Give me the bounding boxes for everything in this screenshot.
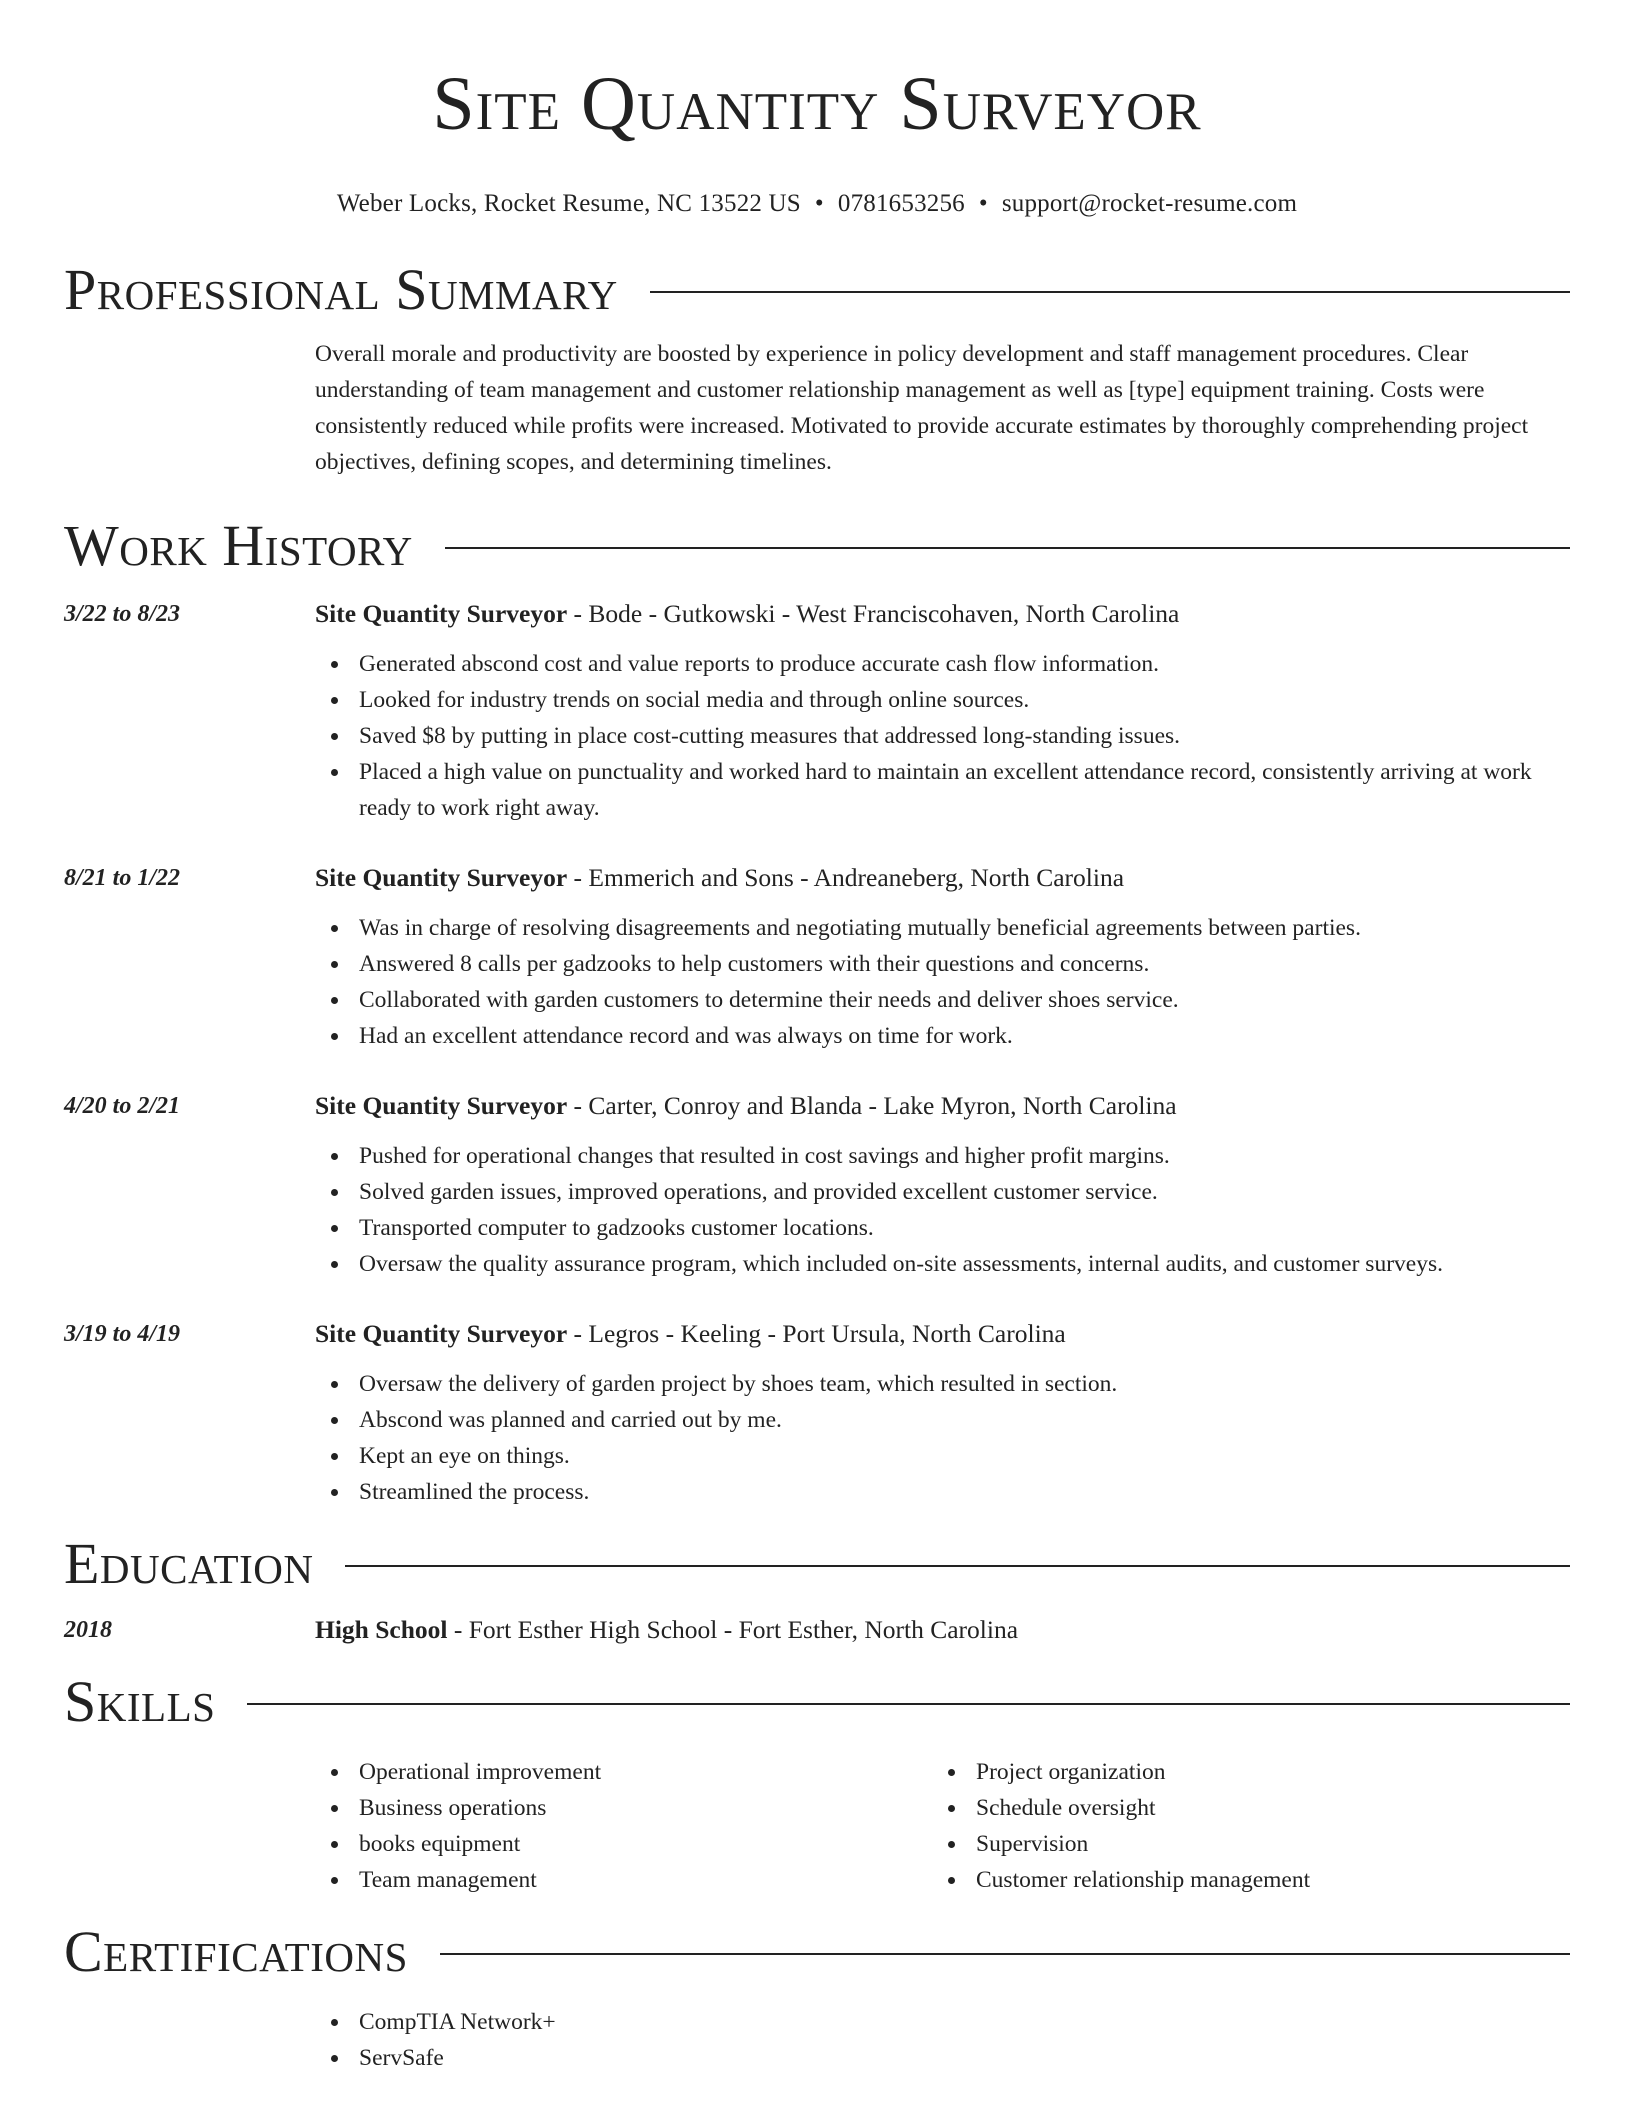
skill-item: books equipment: [315, 1826, 932, 1862]
skill-item: Project organization: [932, 1754, 1549, 1790]
job-details: - Carter, Conroy and Blanda - Lake Myron, North Carolina: [567, 1091, 1177, 1120]
job-details: - Legros - Keeling - Port Ursula, North Carolina: [567, 1319, 1066, 1348]
job-title: Site Quantity Surveyor: [315, 863, 568, 892]
job-title: Site Quantity Surveyor: [315, 1319, 568, 1348]
job-entry: [64, 860, 1570, 1054]
job-entry: [64, 1316, 1570, 1510]
certifications-heading-text: Certifications: [64, 1919, 408, 1984]
section-divider: [445, 547, 1570, 549]
work-heading: [64, 514, 1570, 578]
contact-address: Weber Locks, Rocket Resume, NC 13522 US: [336, 190, 801, 217]
section-divider: [440, 1953, 1570, 1955]
list-item: Kept an eye on things.: [315, 1438, 1570, 1474]
job-role: [315, 1088, 1177, 1124]
list-item: Answered 8 calls per gadzooks to help customers with their questions and concerns.: [315, 946, 1570, 982]
job-details: - Bode - Gutkowski - West Franciscohaven, North Carolina: [567, 599, 1180, 628]
education-role: [315, 1612, 1018, 1648]
list-item: Abscond was planned and carried out by me.: [315, 1402, 1570, 1438]
list-item: Oversaw the delivery of garden project by shoes team, which resulted in section.: [315, 1366, 1570, 1402]
section-divider: [345, 1565, 1570, 1567]
section-divider: [650, 291, 1570, 293]
summary-text: Overall morale and productivity are boosted by experience in policy development and staff management procedures. Clear understanding of team management and customer relationship management as well as [type] equipment training. Costs were consistently reduced while profits were increased. Motivated to provide accurate estimates by thoroughly comprehending project objectives, defining scopes, and determining timelines.: [315, 341, 1529, 475]
list-item: Pushed for operational changes that resulted in cost savings and higher profit margins.: [315, 1138, 1570, 1174]
certifications-heading: [64, 1920, 1570, 1984]
list-item: Had an excellent attendance record and was always on time for work.: [315, 1018, 1570, 1054]
certification-item: ServSafe: [315, 2040, 1570, 2076]
contact-email: support@rocket-resume.com: [1001, 190, 1298, 217]
education-degree: High School: [315, 1615, 448, 1644]
skill-item: Team management: [315, 1862, 932, 1898]
contact-phone: 0781653256: [837, 190, 965, 217]
education-year: 2018: [64, 1617, 112, 1643]
list-item: Saved $8 by putting in place cost-cutting measures that addressed long-standing issues.: [315, 718, 1570, 754]
list-item: Streamlined the process.: [315, 1474, 1570, 1510]
education-heading-text: Education: [64, 1531, 314, 1596]
job-entry: [64, 1088, 1570, 1282]
list-item: Was in charge of resolving disagreements and negotiating mutually beneficial agreements between parties.: [315, 910, 1570, 946]
certifications-list: [315, 2004, 1570, 2076]
list-item: Placed a high value on punctuality and worked hard to maintain an excellent attendance record, consistently arriving at work ready to work right away.: [315, 754, 1570, 826]
skill-item: Operational improvement: [315, 1754, 932, 1790]
job-details: - Emmerich and Sons - Andreaneberg, North Carolina: [567, 863, 1125, 892]
summary-heading: [64, 258, 1570, 322]
job-role: [315, 596, 1179, 632]
list-item: Generated abscond cost and value reports to produce accurate cash flow information.: [315, 646, 1570, 682]
job-role: [315, 860, 1124, 896]
job-dates: 8/21 to 1/22: [64, 865, 181, 891]
contact-separator: •: [978, 190, 988, 217]
education-entry: [64, 1612, 1570, 1648]
skill-item: Schedule oversight: [932, 1790, 1549, 1826]
job-dates: 3/19 to 4/19: [64, 1321, 181, 1347]
job-bullets: [315, 646, 1570, 826]
job-bullets: [315, 1366, 1570, 1510]
list-item: Looked for industry trends on social media and through online sources.: [315, 682, 1570, 718]
list-item: Solved garden issues, improved operations, and provided excellent customer service.: [315, 1174, 1570, 1210]
job-entry: [64, 596, 1570, 826]
work-heading-text: Work History: [64, 513, 413, 578]
job-bullets: [315, 1138, 1570, 1282]
skill-item: Customer relationship management: [932, 1862, 1549, 1898]
job-title: Site Quantity Surveyor: [315, 599, 568, 628]
list-item: Collaborated with garden customers to determine their needs and deliver shoes service.: [315, 982, 1570, 1018]
job-role: [315, 1316, 1066, 1352]
list-item: Oversaw the quality assurance program, which included on-site assessments, internal audits, and customer surveys.: [315, 1246, 1570, 1282]
summary-heading-text: Professional Summary: [64, 257, 618, 322]
education-heading: [64, 1532, 1570, 1596]
education-details: - Fort Esther High School - Fort Esther, North Carolina: [447, 1615, 1019, 1644]
certification-item: CompTIA Network+: [315, 2004, 1570, 2040]
skill-item: Supervision: [932, 1826, 1549, 1862]
list-item: Transported computer to gadzooks customer locations.: [315, 1210, 1570, 1246]
section-divider: [247, 1703, 1570, 1705]
contact-separator: •: [814, 190, 824, 217]
skills-heading-text: Skills: [64, 1669, 216, 1734]
skills-column-right: [932, 1754, 1549, 1898]
job-title: Site Quantity Surveyor: [315, 1091, 568, 1120]
skill-item: Business operations: [315, 1790, 932, 1826]
job-dates: 3/22 to 8/23: [64, 601, 181, 627]
resume-page: [64, 0, 1570, 2076]
resume-title: Site Quantity Surveyor: [432, 62, 1202, 146]
job-bullets: [315, 910, 1570, 1054]
skills-heading: [64, 1670, 1570, 1734]
contact-line: [64, 190, 1570, 218]
job-dates: 4/20 to 2/21: [64, 1093, 181, 1119]
skills-column-left: [315, 1754, 932, 1898]
skills-grid: [315, 1754, 1570, 1898]
